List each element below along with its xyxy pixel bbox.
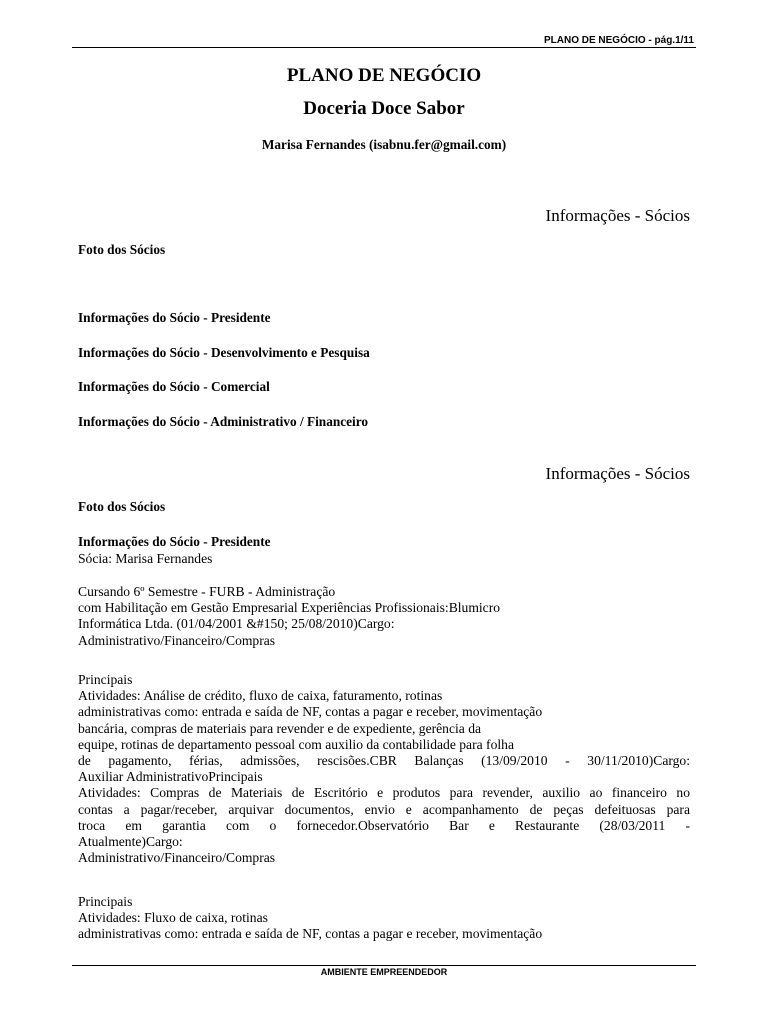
text-line: troca em garantia com o fornecedor.Observatório Bar e Restaurante (28/03/2011 - xyxy=(78,817,690,833)
text-line: bancária, compras de materiais para revender e de expediente, gerência da xyxy=(78,720,482,736)
document-subtitle: Doceria Doce Sabor xyxy=(303,98,465,119)
document-title: PLANO DE NEGÓCIO xyxy=(286,65,482,86)
partner-info-president-detail: Informações do Sócio - Presidente xyxy=(78,534,271,549)
text-line: Auxiliar AdministrativoPrincipais xyxy=(78,769,263,785)
text-line: equipe, rotinas de departamento pessoal com auxilio da contabilidade para folha xyxy=(78,736,514,752)
education-paragraph xyxy=(78,584,690,649)
partner-info-president: Informações do Sócio - Presidente xyxy=(78,310,271,325)
current-activities-paragraph xyxy=(78,894,690,943)
text-line: de pagamento, férias, admissões, rescisões.CBR Balanças (13/09/2010 - 30/11/2010)Cargo: xyxy=(78,753,690,769)
text-line: Informática Ltda. (01/04/2001 &#150; 25/08/2010)Cargo: xyxy=(78,616,395,632)
partner-name-text: Sócia: Marisa Fernandes xyxy=(78,551,213,566)
text-line: contas a pagar/receber, arquivar documentos, envio e acompanhamento de peças defeituosas para xyxy=(78,801,690,817)
partner-info-admin-finance: Informações do Sócio - Administrativo / Financeiro xyxy=(78,414,369,429)
partner-name xyxy=(78,551,690,567)
footer-rule xyxy=(72,965,696,966)
photo-label-2: Foto dos Sócios xyxy=(78,499,166,514)
text-line: Atividades: Compras de Materiais de Escritório e produtos para revender, auxilio ao financeiro no xyxy=(78,785,690,801)
section-heading-2: Informações - Sócios xyxy=(545,464,690,483)
experience-paragraph xyxy=(78,672,690,866)
partner-info-commercial: Informações do Sócio - Comercial xyxy=(78,379,270,394)
text-line: Atividades: Análise de crédito, fluxo de caixa, faturamento, rotinas xyxy=(78,688,443,704)
text-line: administrativas como: entrada e saída de NF, contas a pagar e receber, movimentação xyxy=(78,704,543,720)
photo-label-1: Foto dos Sócios xyxy=(78,242,166,257)
text-line: Atualmente)Cargo: xyxy=(78,834,183,850)
text-line: Atividades: Fluxo de caixa, rotinas xyxy=(78,910,268,926)
text-line: Administrativo/Financeiro/Compras xyxy=(78,632,276,648)
page-header: PLANO DE NEGÓCIO - pág.1/11 xyxy=(72,34,696,48)
text-line: Principais xyxy=(78,672,133,687)
partner-info-rd: Informações do Sócio - Desenvolvimento e Pesquisa xyxy=(78,345,370,360)
text-line: com Habilitação em Gestão Empresarial Experiências Profissionais:Blumicro xyxy=(78,600,501,616)
text-line: Principais xyxy=(78,894,133,909)
section-heading-1: Informações - Sócios xyxy=(545,206,690,225)
author-line: Marisa Fernandes (isabnu.fer@gmail.com) xyxy=(261,137,507,152)
page-footer: AMBIENTE EMPREENDEDOR xyxy=(320,967,448,977)
text-line: Administrativo/Financeiro/Compras xyxy=(78,850,276,866)
text-line: Cursando 6º Semestre - FURB - Administração xyxy=(78,584,336,599)
text-line: administrativas como: entrada e saída de NF, contas a pagar e receber, movimentação xyxy=(78,926,543,942)
